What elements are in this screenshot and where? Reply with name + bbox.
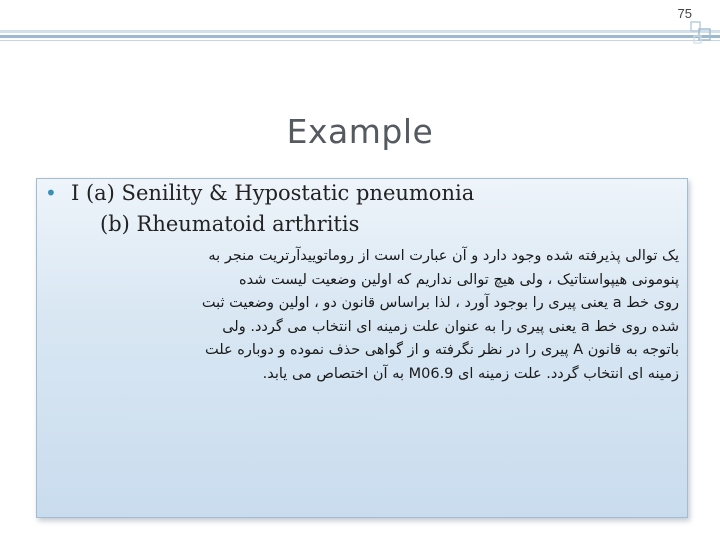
content-box bbox=[36, 178, 688, 518]
header-rule bbox=[0, 30, 720, 46]
slide-title: Example bbox=[286, 112, 434, 151]
persian-paragraph bbox=[47, 245, 679, 386]
bullet-text-line1: I (a) Senility & Hypostatic pneumonia bbox=[71, 181, 475, 205]
decorative-squares-icon bbox=[688, 18, 714, 48]
paragraph-line: روی خط a یعنی پیری را بوجود آورد ، لذا براساس قانون دو ، اولین وضعیت ثبت bbox=[201, 295, 679, 311]
paragraph-line: پنومونی هیپواستاتیک ، ولی هیچ توالی نداریم که اولین وضعیت لیست شده bbox=[238, 271, 679, 288]
header-rule-light bbox=[0, 30, 720, 33]
bullet-text-line2: (b) Rheumatoid arthritis bbox=[100, 212, 360, 236]
bullet-dot-icon: • bbox=[45, 181, 57, 205]
paragraph-line: شده روی خط a یعنی پیری را به عنوان علت زمینه ای انتخاب می گردد. ولی bbox=[222, 318, 679, 335]
paragraph-line: یک توالی پذیرفته شده وجود دارد و آن عبارت است از روماتوییدآرتریت منجر به bbox=[208, 248, 679, 264]
paragraph-line: باتوجه به قانون A پیری را در نظر نگرفته و از گواهی حذف نموده و دوباره علت bbox=[205, 342, 679, 358]
header-rule-thin bbox=[0, 40, 720, 41]
header-rule-main bbox=[0, 35, 720, 38]
paragraph-line: زمینه ای انتخاب گردد. علت زمینه ای M06.9 به آن اختصاص می یابد. bbox=[262, 365, 679, 382]
page-number: 75 bbox=[677, 6, 692, 21]
